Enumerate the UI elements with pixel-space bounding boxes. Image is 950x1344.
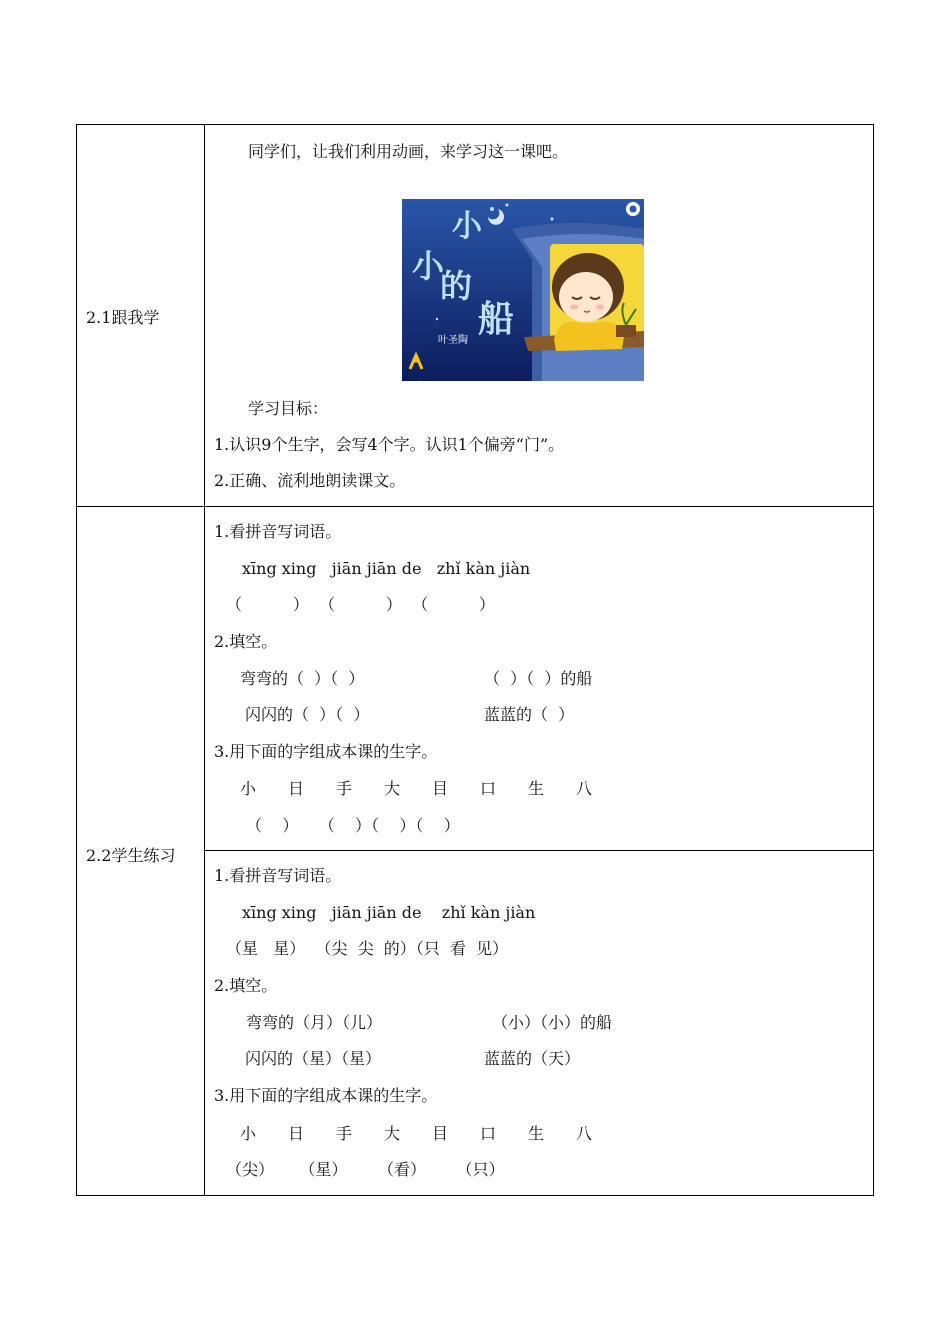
answer-q3: 3.用下面的字组成本课的生字。 [214,1086,438,1105]
exercise-char: 八 [576,779,593,798]
answer-char-answers: （尖） （星） （看） （只） [226,1160,505,1179]
exercise-blanks: （ ） （ ） （ ） [226,595,495,614]
exercise-char: 小 [240,779,257,798]
goal-1: 1.认识9个生字，会写4个字。认识1个偏旁“门”。 [214,435,565,454]
answer-char: 大 [384,1124,401,1143]
answer-char: 手 [336,1124,353,1143]
exercise-fill-c: 闪闪的（ ）（ ） [245,705,370,724]
subrow-divider [204,850,874,851]
exercise-char: 生 [528,779,545,798]
answer-fill-c: 闪闪的（星）（星） [245,1049,382,1068]
exercise-fill-a: 弯弯的（ ）（ ） [240,669,365,688]
answer-fill-d: 蓝蓝的（天） [484,1049,581,1068]
illustration-title-char: 船 [478,299,515,340]
goals-title: 学习目标： [248,399,329,418]
answer-char: 生 [528,1124,545,1143]
exercise-char: 手 [336,779,353,798]
exercise-pinyin: xīng xing jiān jiān de zhǐ kàn jiàn [242,559,531,578]
exercise-char-blanks: （ ） （ ）（ ）（ ） [246,816,460,835]
exercise-q3: 3.用下面的字组成本课的生字。 [214,742,438,761]
exercise-q2: 2.填空。 [214,632,278,651]
exercise-char: 大 [384,779,401,798]
answer-char: 小 [240,1124,257,1143]
answer-char: 口 [480,1124,497,1143]
column-divider [204,124,205,1196]
illustration-title-char: 的 [440,267,473,305]
answer-words: （星 星） （尖 尖 的）（只 看 见） [226,939,509,958]
exercise-fill-b: （ ）（ ）的船 [484,669,593,688]
exercise-char: 日 [288,779,305,798]
exercise-char: 目 [432,779,449,798]
exercise-fill-d: 蓝蓝的（ ） [484,705,575,724]
illustration-author: 叶圣陶 [438,335,468,346]
answer-fill-a: 弯弯的（月）（儿） [246,1013,383,1032]
row-divider [76,506,874,507]
section-label-follow-me: 2.1跟我学 [86,308,160,327]
lesson-illustration [402,199,644,381]
illustration-title-char: 小 [412,247,445,285]
answer-char: 目 [432,1124,449,1143]
answer-char: 八 [576,1124,593,1143]
illustration-title-char: 小 [452,209,482,244]
section-label-practice: 2.2学生练习 [86,846,176,865]
answer-pinyin: xīng xing jiān jiān de zhǐ kàn jiàn [242,903,536,922]
goal-2: 2.正确、流利地朗读课文。 [214,471,406,490]
answer-char: 日 [288,1124,305,1143]
exercise-q1: 1.看拼音写词语。 [214,522,342,541]
intro-text: 同学们，让我们利用动画，来学习这一课吧。 [248,142,569,161]
answer-q2: 2.填空。 [214,976,278,995]
exercise-char: 口 [480,779,497,798]
answer-q1: 1.看拼音写词语。 [214,866,342,885]
answer-fill-b: （小）（小）的船 [492,1013,613,1032]
